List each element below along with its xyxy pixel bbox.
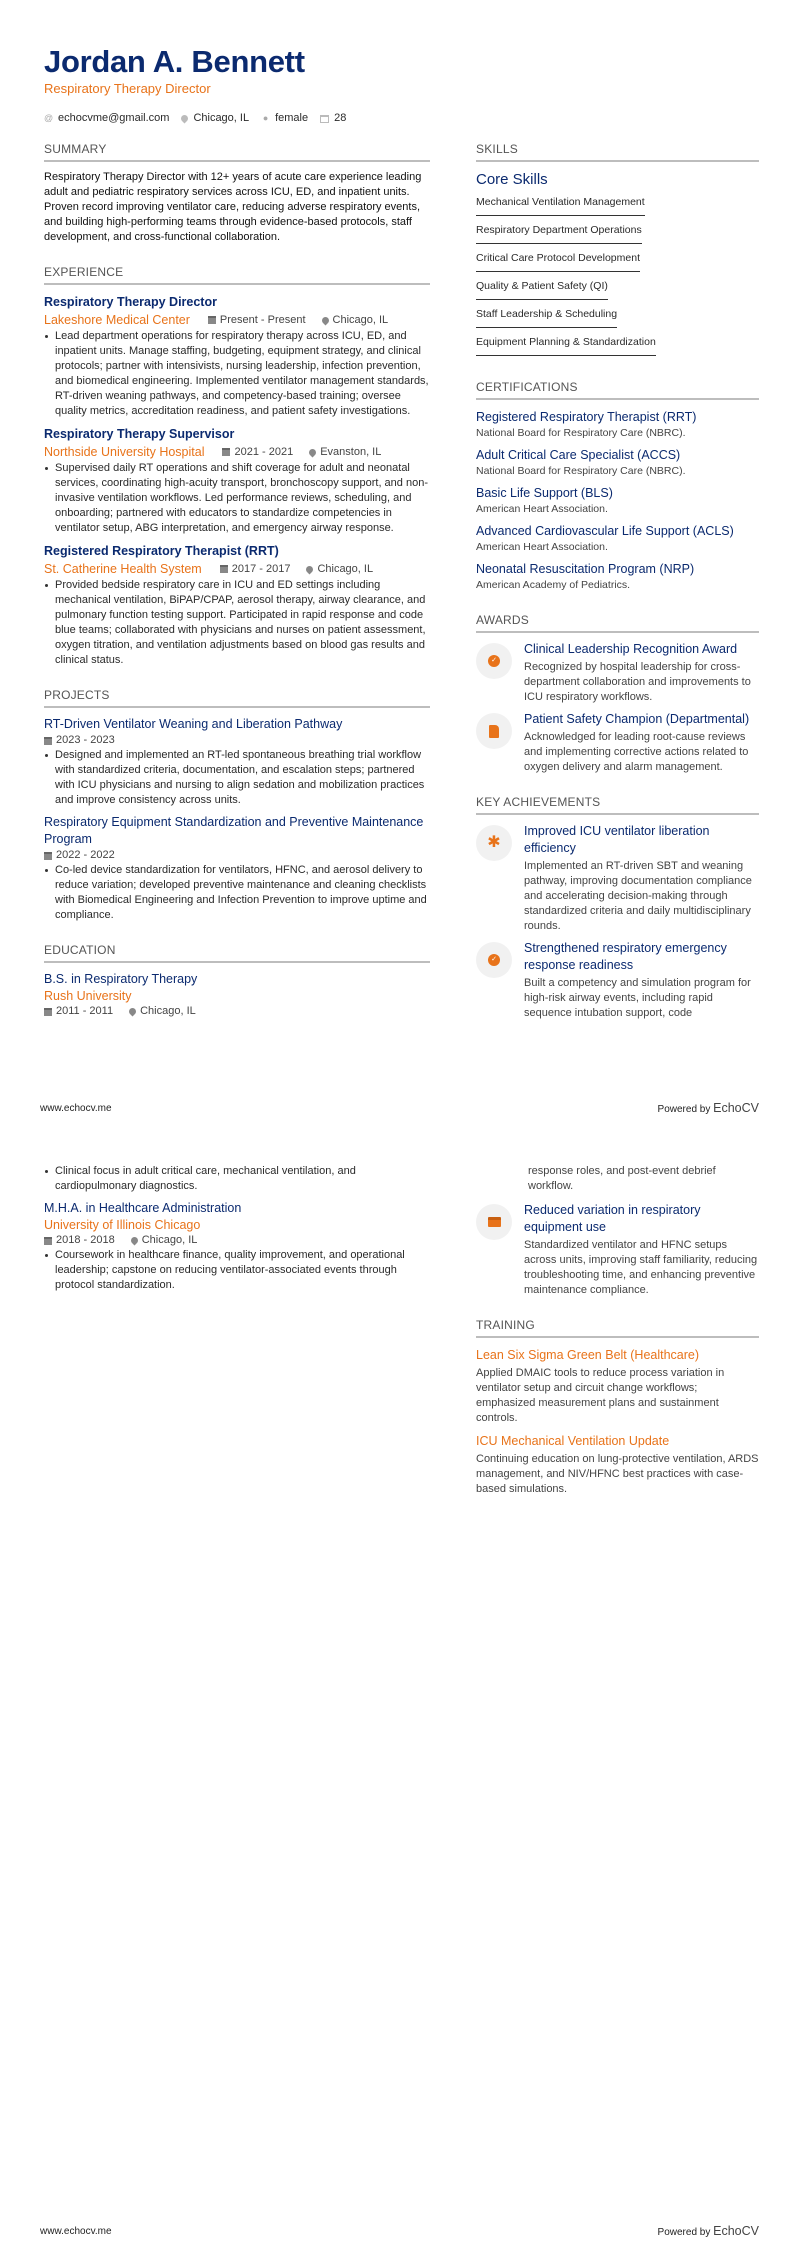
candidate-title: Respiratory Therapy Director — [44, 81, 211, 96]
sparkle-icon: ✱ — [487, 834, 501, 851]
dates: 2011 - 2011 — [56, 1005, 114, 1017]
archive-icon — [488, 1217, 501, 1227]
skill-group-title: Core Skills — [476, 171, 548, 188]
gender: female — [275, 112, 309, 124]
cert-issuer: American Academy of Pediatrics. — [476, 579, 631, 591]
degree: B.S. in Respiratory Therapy — [44, 972, 198, 986]
award-desc: Acknowledged for leading root-cause reviews and implementing corrective actions related to oxygen delivery and alarm management. — [524, 731, 749, 773]
skill-tag: Respiratory Department Operations — [476, 220, 642, 244]
location-pin-icon — [305, 564, 315, 574]
certifications-section — [476, 380, 759, 593]
experience-entry — [44, 542, 430, 668]
page-footer — [40, 1101, 759, 1117]
calendar-icon — [208, 316, 216, 324]
bullet: Clinical focus in adult critical care, mechanical ventilation, and cardiopulmonary diagnostics. — [44, 1164, 430, 1194]
training-desc: Continuing education on lung-protective ventilation, ARDS management, and NIV/HFNC best practices with case-based simulations. — [476, 1453, 759, 1495]
experience-section — [44, 265, 430, 668]
cert-name: Advanced Cardiovascular Life Support (ACLS) — [476, 524, 734, 538]
bullet: Co-led device standardization for ventilators, HFNC, and aerosol delivery to reduce variation; developed preventive maintenance and cleaning checklists with Biomedical Engineering and Infection Prevention to improve uptime and compliance. — [44, 863, 430, 923]
job-title: Registered Respiratory Therapist (RRT) — [44, 544, 279, 558]
location-pin-icon — [180, 114, 190, 124]
project-title: RT-Driven Ventilator Weaning and Liberation Pathway — [44, 717, 343, 731]
location: Chicago, IL — [193, 112, 250, 124]
location: Chicago, IL — [332, 313, 389, 326]
age: 28 — [334, 112, 347, 124]
bullet: Provided bedside respiratory care in ICU and ED settings including mechanical ventilation, BiPAP/CPAP, aerosol therapy, airway clearance, and pulmonary function testing support. Participated in rapid response and code blue teams; collaborated with physicians and nurses on patient assessment, oxygen titration, and ventilation adjustments based on blood gas results and clinical status. — [44, 578, 430, 668]
skills-section — [476, 142, 759, 360]
calendar-icon — [44, 737, 52, 745]
footer-powered-label: Powered by — [657, 1104, 711, 1115]
training-desc: Applied DMAIC tools to reduce process variation in ventilator setup and circuit change workflows; emphasized measurement plans and sustainment controls. — [476, 1367, 725, 1424]
experience-entry — [44, 425, 430, 536]
badge-check-icon: ✓ — [488, 954, 500, 966]
skill-tag: Quality & Patient Safety (QI) — [476, 276, 608, 300]
award-item — [476, 641, 759, 705]
training-title: Lean Six Sigma Green Belt (Healthcare) — [476, 1348, 700, 1362]
job-title: Respiratory Therapy Director — [44, 295, 217, 309]
summary-text: Respiratory Therapy Director with 12+ years of acute care experience leading adult and pediatric respiratory services across ICU, ED, and inpatient units. Proven record improving ventilator care, reducing adverse respiratory events, and building high-performing teams through evidence-based protocols, staff development, and cross-functional collaboration. — [44, 171, 422, 243]
footer-site-link[interactable]: www.echocv.me — [40, 2226, 112, 2237]
bullet: Supervised daily RT operations and shift coverage for adult and neonatal services, coordinating high-acuity transport, bronchoscopy support, and non-invasive ventilation workflows. Led performance reviews, scheduling, and onboarding; partnered with educators to standardize competencies in ventilator setup, ABG interpretation, and emergency airway response. — [44, 461, 430, 536]
achievement-title: Reduced variation in respiratory equipment use — [524, 1203, 701, 1234]
skill-tag: Critical Care Protocol Development — [476, 248, 640, 272]
school: Rush University — [44, 989, 132, 1003]
footer-brand[interactable]: EchoCV — [713, 1101, 759, 1115]
section-heading: PROJECTS — [44, 688, 430, 708]
achievement-desc-continued: response roles, and post-event debrief workflow. — [528, 1165, 716, 1192]
award-title: Patient Safety Champion (Departmental) — [524, 712, 750, 726]
achievements-section — [476, 795, 759, 1021]
award-desc: Recognized by hospital leadership for cross-department collaboration and improvements to ICU respiratory workflows. — [524, 661, 751, 703]
achievement-item — [476, 1202, 759, 1298]
location-pin-icon — [129, 1236, 139, 1246]
section-heading: EXPERIENCE — [44, 265, 430, 285]
job-title: Respiratory Therapy Supervisor — [44, 427, 235, 441]
section-heading: SKILLS — [476, 142, 759, 162]
cert-name: Neonatal Resuscitation Program (NRP) — [476, 562, 695, 576]
project-title: Respiratory Equipment Standardization and Preventive Maintenance Program — [44, 815, 424, 846]
footer-powered-label: Powered by — [657, 2227, 711, 2238]
at-icon: @ — [44, 113, 54, 123]
company: Lakeshore Medical Center — [44, 313, 190, 327]
projects-section — [44, 688, 430, 923]
achievement-desc: Implemented an RT-driven SBT and weaning pathway, improving documentation compliance and accelerating decision-making through standardized criteria and daily multidisciplinary rounds. — [524, 860, 752, 932]
cert-name: Registered Respiratory Therapist (RRT) — [476, 410, 697, 424]
achievement-item — [476, 940, 759, 1021]
section-heading: TRAINING — [476, 1318, 759, 1338]
achievement-desc: Built a competency and simulation program for high-risk airway events, including rapid sequence intubation support, code — [524, 977, 751, 1019]
section-heading: KEY ACHIEVEMENTS — [476, 795, 759, 815]
location-pin-icon — [128, 1007, 138, 1017]
location: Evanston, IL — [320, 445, 382, 458]
dates: 2017 - 2017 — [231, 562, 291, 575]
resume-page-2 — [0, 1123, 794, 2246]
school: University of Illinois Chicago — [44, 1218, 201, 1232]
bullet: Designed and implemented an RT-led spontaneous breathing trial workflow with standardized criteria, documentation, and escalation steps; partnered with ICU physicians and nursing to align sedation and mobilization practices and improve consistency across units. — [44, 748, 430, 808]
footer-site-link[interactable]: www.echocv.me — [40, 1103, 112, 1114]
cert-issuer: National Board for Respiratory Care (NBRC). — [476, 427, 686, 439]
location: Chicago, IL — [317, 562, 374, 575]
user-icon: ● — [262, 113, 269, 123]
calendar-icon — [220, 565, 228, 573]
award-item — [476, 711, 759, 775]
contact-row — [44, 111, 759, 126]
calendar-icon — [222, 448, 230, 456]
skill-tag: Staff Leadership & Scheduling — [476, 304, 617, 328]
summary-section — [44, 142, 430, 245]
section-heading: SUMMARY — [44, 142, 430, 162]
dates: 2022 - 2022 — [56, 849, 115, 861]
cert-issuer: National Board for Respiratory Care (NBRC). — [476, 465, 686, 477]
education-section — [44, 943, 430, 1019]
skill-tag: Equipment Planning & Standardization — [476, 332, 656, 356]
section-heading: CERTIFICATIONS — [476, 380, 759, 400]
project-entry — [44, 814, 430, 923]
bullet: Lead department operations for respiratory therapy across ICU, ED, and inpatient units. Manage staffing, budgeting, equipment strategy, and clinical protocols; partner with intensivists, nursing leadership, infection prevention, and biomedical engineering. Implemented ventilator management standards, RT-driven weaning pathways, and competency-based training; oversee quality metrics, accreditation readiness, and patient safety investigations. — [44, 329, 430, 419]
degree: M.H.A. in Healthcare Administration — [44, 1201, 242, 1215]
section-heading: AWARDS — [476, 613, 759, 633]
achievement-title: Strengthened respiratory emergency response readiness — [524, 941, 727, 972]
bullet: Coursework in healthcare finance, quality improvement, and operational leadership; capstone on reducing ventilator-associated events through protocol standardization. — [44, 1248, 430, 1293]
experience-entry — [44, 293, 430, 419]
dates: 2023 - 2023 — [56, 734, 115, 746]
calendar-icon — [44, 1237, 52, 1245]
cert-name: Adult Critical Care Specialist (ACCS) — [476, 448, 681, 462]
location: Chicago, IL — [141, 1234, 198, 1246]
calendar-icon — [44, 852, 52, 860]
cert-name: Basic Life Support (BLS) — [476, 486, 613, 500]
location-pin-icon — [308, 447, 318, 457]
footer-brand[interactable]: EchoCV — [713, 2224, 759, 2238]
badge-check-icon: ✓ — [488, 655, 500, 667]
achievement-desc: Standardized ventilator and HFNC setups across units, improving staff familiarity, reducing troubleshooting time, and enhancing preventive maintenance compliance. — [524, 1239, 758, 1296]
training-title: ICU Mechanical Ventilation Update — [476, 1434, 670, 1448]
email[interactable]: echocvme@gmail.com — [58, 112, 170, 124]
dates: 2018 - 2018 — [56, 1234, 115, 1246]
calendar-icon — [44, 1008, 52, 1016]
location-pin-icon — [320, 315, 330, 325]
location: Chicago, IL — [140, 1005, 196, 1017]
project-entry — [44, 716, 430, 808]
dates: 2021 - 2021 — [234, 445, 294, 458]
file-icon — [489, 725, 499, 738]
cert-issuer: American Heart Association. — [476, 503, 608, 515]
page-footer — [40, 2224, 759, 2240]
company: St. Catherine Health System — [44, 562, 202, 576]
calendar-icon — [320, 115, 329, 123]
skill-tag: Mechanical Ventilation Management — [476, 192, 645, 216]
achievement-title: Improved ICU ventilator liberation efficiency — [524, 824, 710, 855]
dates: Present - Present — [219, 313, 306, 326]
section-heading: EDUCATION — [44, 943, 430, 963]
cert-issuer: American Heart Association. — [476, 541, 608, 553]
company: Northside University Hospital — [44, 445, 205, 459]
award-title: Clinical Leadership Recognition Award — [524, 642, 738, 656]
achievement-item — [476, 823, 759, 934]
candidate-name: Jordan A. Bennett — [44, 44, 305, 79]
awards-section — [476, 613, 759, 775]
training-section — [476, 1318, 759, 1497]
